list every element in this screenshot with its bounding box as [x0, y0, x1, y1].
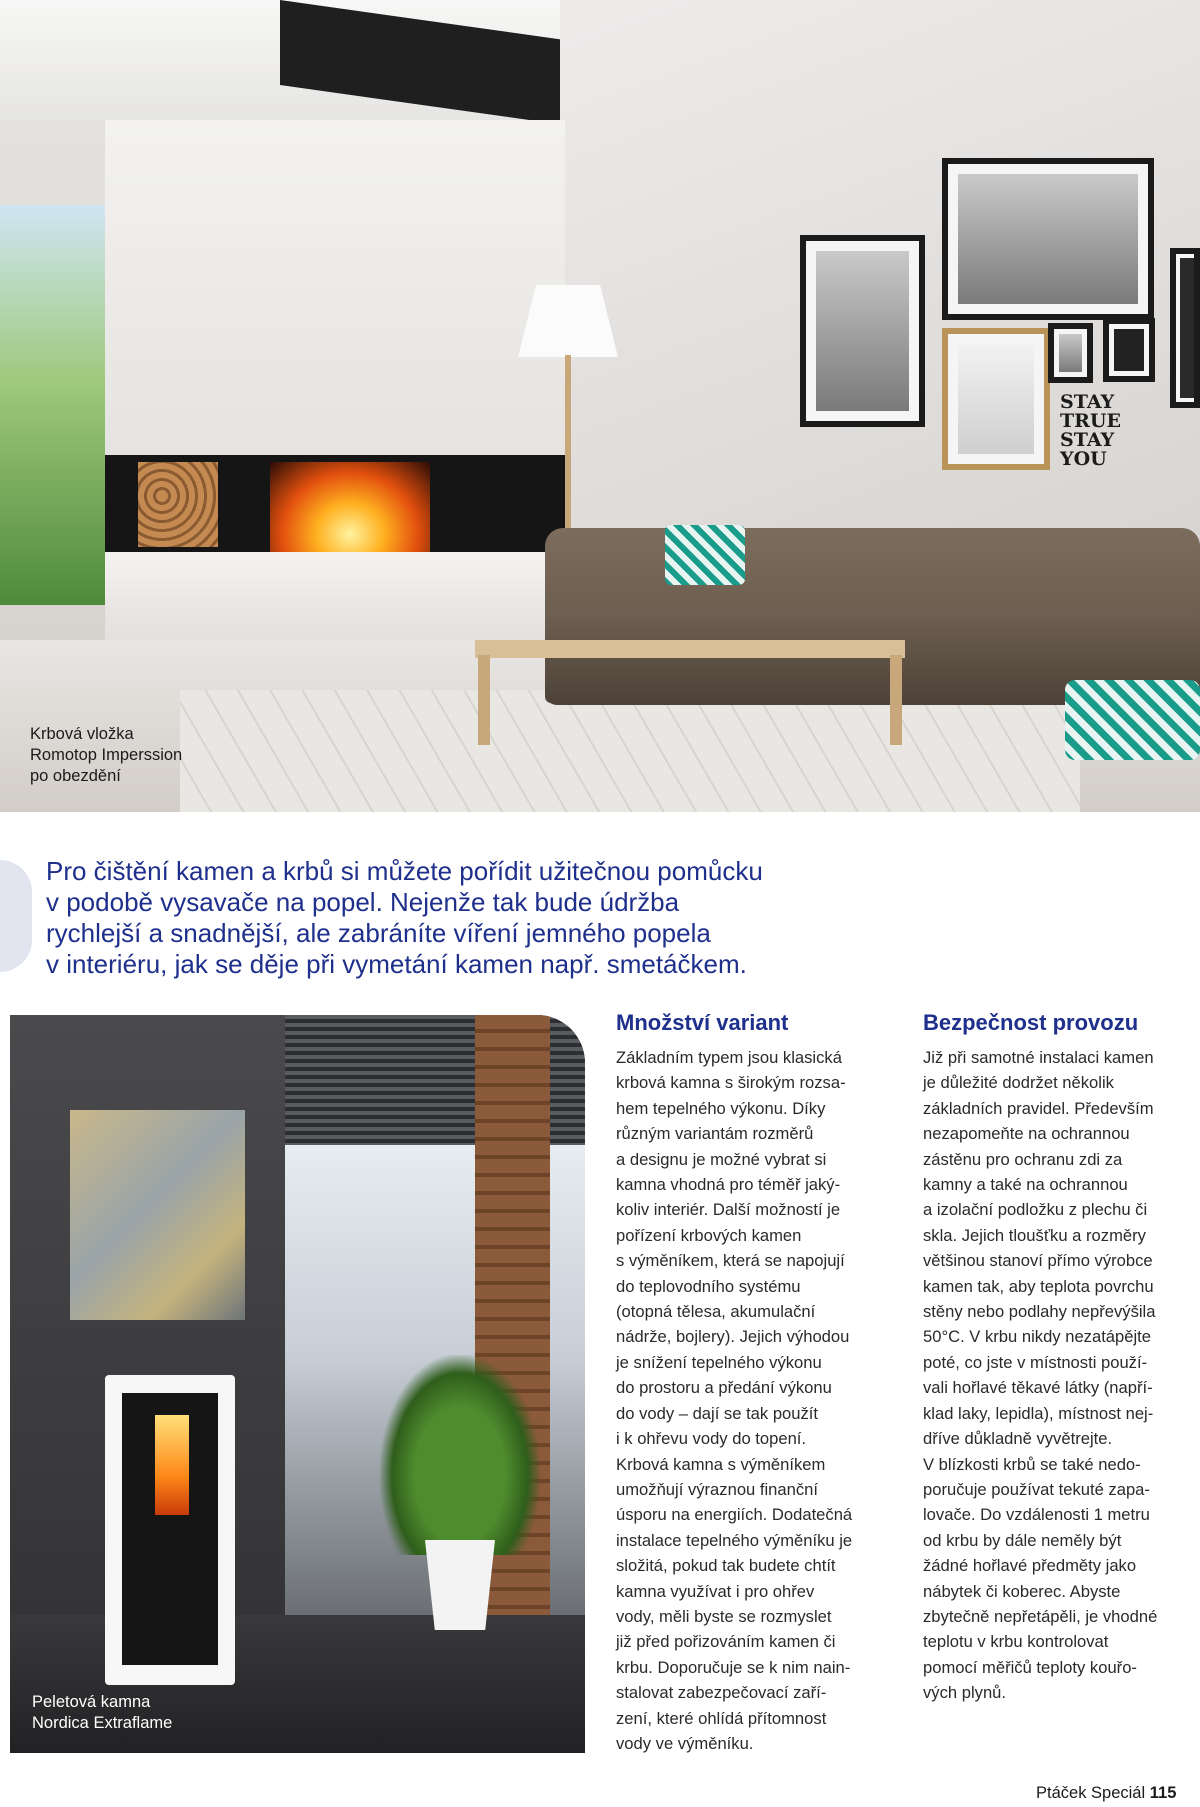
stove-caption-line: Peletová kamna	[32, 1693, 151, 1711]
body-line: zbytečně nepřetápěli, je vhodné	[923, 1606, 1158, 1626]
body-line: různým variantám rozměrů	[616, 1124, 814, 1144]
body-line: zástěnu pro ochranu zdi za	[923, 1149, 1123, 1169]
body-line: klad laky, lepidla), místnost nej-	[923, 1403, 1154, 1423]
picture-frame-landscape	[942, 158, 1154, 320]
pull-quote-line: v podobě vysavače na popel. Nejenže tak bude údržba	[46, 887, 680, 917]
pillow-patterned-front	[1065, 680, 1200, 760]
wall-painting	[70, 1110, 245, 1320]
pull-quote-line: Pro čištění kamen a krbů si můžete pořídit užitečnou pomůcku	[46, 856, 763, 886]
firewood-niche	[138, 462, 218, 547]
body-line: stalovat zabezpečovací zaří-	[616, 1683, 827, 1703]
stove-caption	[32, 1692, 172, 1734]
plant-pot	[425, 1540, 495, 1630]
hero-photo	[0, 0, 1200, 812]
publication-name: Ptáček Speciál	[1036, 1784, 1146, 1802]
body-line: Základním typem jsou klasická	[616, 1048, 842, 1067]
fire-flames	[270, 462, 430, 552]
body-line: pomocí měřičů teploty kouřo-	[923, 1657, 1137, 1677]
body-line: a designu je možné vybrat si	[616, 1149, 827, 1169]
body-line: kamna využívat i pro ohřev	[616, 1581, 815, 1601]
body-line: dříve důkladně vyvětrejte.	[923, 1429, 1113, 1449]
section-heading-variants: Množství variant	[616, 1010, 789, 1035]
coffee-table-leg	[478, 655, 490, 745]
body-line: kamny a také na ochrannou	[923, 1175, 1128, 1195]
fireplace-wall	[105, 120, 565, 460]
body-line: do prostoru a předání výkonu	[616, 1378, 832, 1398]
rug	[180, 690, 1080, 812]
section-body-safety	[923, 1045, 1200, 1706]
picture-frame-text	[1103, 318, 1155, 382]
pull-quote-line: rychlejší a snadnější, ale zabráníte víření jemného popela	[46, 918, 711, 948]
body-line: umožňují výraznou finanční	[616, 1479, 819, 1499]
picture-frame-tree	[800, 235, 925, 427]
body-line: nádrže, bojlery). Jejich výhodou	[616, 1327, 850, 1347]
pellet-stove-flame	[155, 1415, 189, 1515]
body-line: i k ohřevu vody do topení.	[616, 1429, 807, 1449]
hero-caption	[30, 724, 182, 787]
body-line: Již při samotné instalaci kamen	[923, 1048, 1154, 1067]
body-line: V blízkosti krbů se také nedo-	[923, 1454, 1141, 1474]
body-line: krbu. Doporučuje se k nim nain-	[616, 1657, 851, 1677]
body-line: 50°C. V krbu nikdy nezatápějte	[923, 1327, 1152, 1347]
body-line: většinou stanoví přímo výrobce	[923, 1251, 1153, 1271]
body-line: stěny nebo podlahy nepřevýšila	[923, 1302, 1156, 1322]
body-line: do vody – dají se tak použít	[616, 1403, 819, 1423]
body-line: základních pravidel. Především	[923, 1098, 1154, 1118]
body-line: již před pořizováním kamen či	[616, 1632, 836, 1652]
body-line: nábytek či koberec. Abyste	[923, 1581, 1121, 1601]
body-line: krbová kamna s širokým rozsa-	[616, 1073, 846, 1093]
fireplace-base	[105, 552, 565, 652]
stay-true-sign: STAY TRUE STAY YOU	[1060, 391, 1121, 470]
body-line: teplotu v krbu kontrolovat	[923, 1632, 1109, 1652]
body-line: kamen tak, aby teplota povrchu	[923, 1276, 1154, 1296]
body-line: lovače. Do vzdálenosti 1 metru	[923, 1505, 1150, 1525]
page-number: 115	[1149, 1784, 1177, 1802]
pull-quote-line: v interiéru, jak se děje při vymetání kamen např. smetáčkem.	[46, 949, 747, 979]
section-heading-safety: Bezpečnost provozu	[923, 1010, 1139, 1035]
body-line: vali hořlavé těkavé látky (napří-	[923, 1378, 1153, 1398]
body-line: složitá, pokud tak budete chtít	[616, 1556, 836, 1576]
coffee-table	[475, 640, 905, 658]
body-line: od krbu by dále neměly být	[923, 1530, 1122, 1550]
pull-quote	[46, 856, 866, 980]
body-line: skla. Jejich tloušťku a rozměry	[923, 1225, 1146, 1245]
body-line: a izolační podložku z plechu či	[923, 1200, 1148, 1220]
pillow-patterned	[665, 525, 745, 585]
body-line: poté, co jste v místnosti použí-	[923, 1352, 1148, 1372]
picture-frame-edge	[1170, 248, 1200, 408]
body-line: je snížení tepelného výkonu	[616, 1352, 822, 1372]
body-line: pořízení krbových kamen	[616, 1225, 802, 1245]
body-line: vody ve výměníku.	[616, 1733, 754, 1753]
body-line: zení, které ohlídá přítomnost	[616, 1708, 827, 1728]
stove-photo	[10, 1015, 585, 1753]
body-line: nezapomeňte na ochrannou	[923, 1124, 1130, 1144]
quote-accent	[0, 860, 32, 972]
stove-caption-line: Nordica Extraflame	[32, 1714, 173, 1732]
hero-caption-line: Krbová vložka	[30, 725, 134, 743]
body-line: Krbová kamna s výměníkem	[616, 1454, 826, 1474]
page-footer	[1036, 1784, 1176, 1803]
body-line: do teplovodního systému	[616, 1276, 801, 1296]
garden-window	[0, 205, 111, 605]
body-line: vody, měli byste se rozmyslet	[616, 1606, 832, 1626]
hero-caption-line: Romotop Imperssion	[30, 746, 183, 764]
body-line: instalace tepelného výměníku je	[616, 1530, 853, 1550]
body-line: žádné hořlavé předměty jako	[923, 1556, 1137, 1576]
body-line: poručuje používat tekuté zapa-	[923, 1479, 1150, 1499]
section-body-variants	[616, 1045, 911, 1756]
body-line: vých plynů.	[923, 1683, 1007, 1703]
body-line: s výměníkem, která se napojují	[616, 1251, 845, 1271]
body-line: je důležité dodržet několik	[923, 1073, 1114, 1093]
body-line: úsporu na energiích. Dodatečná	[616, 1505, 853, 1525]
picture-frame-small	[1048, 323, 1093, 383]
body-line: hem tepelného výkonu. Díky	[616, 1098, 826, 1118]
picture-frame-feather	[942, 328, 1050, 470]
coffee-table-leg	[890, 655, 902, 745]
body-line: kamna vhodná pro téměř jaký-	[616, 1175, 841, 1195]
potted-plant	[380, 1355, 540, 1555]
hero-caption-line: po obezdění	[30, 767, 121, 785]
body-line: (otopná tělesa, akumulační	[616, 1302, 816, 1322]
body-line: koliv interiér. Další možností je	[616, 1200, 841, 1220]
